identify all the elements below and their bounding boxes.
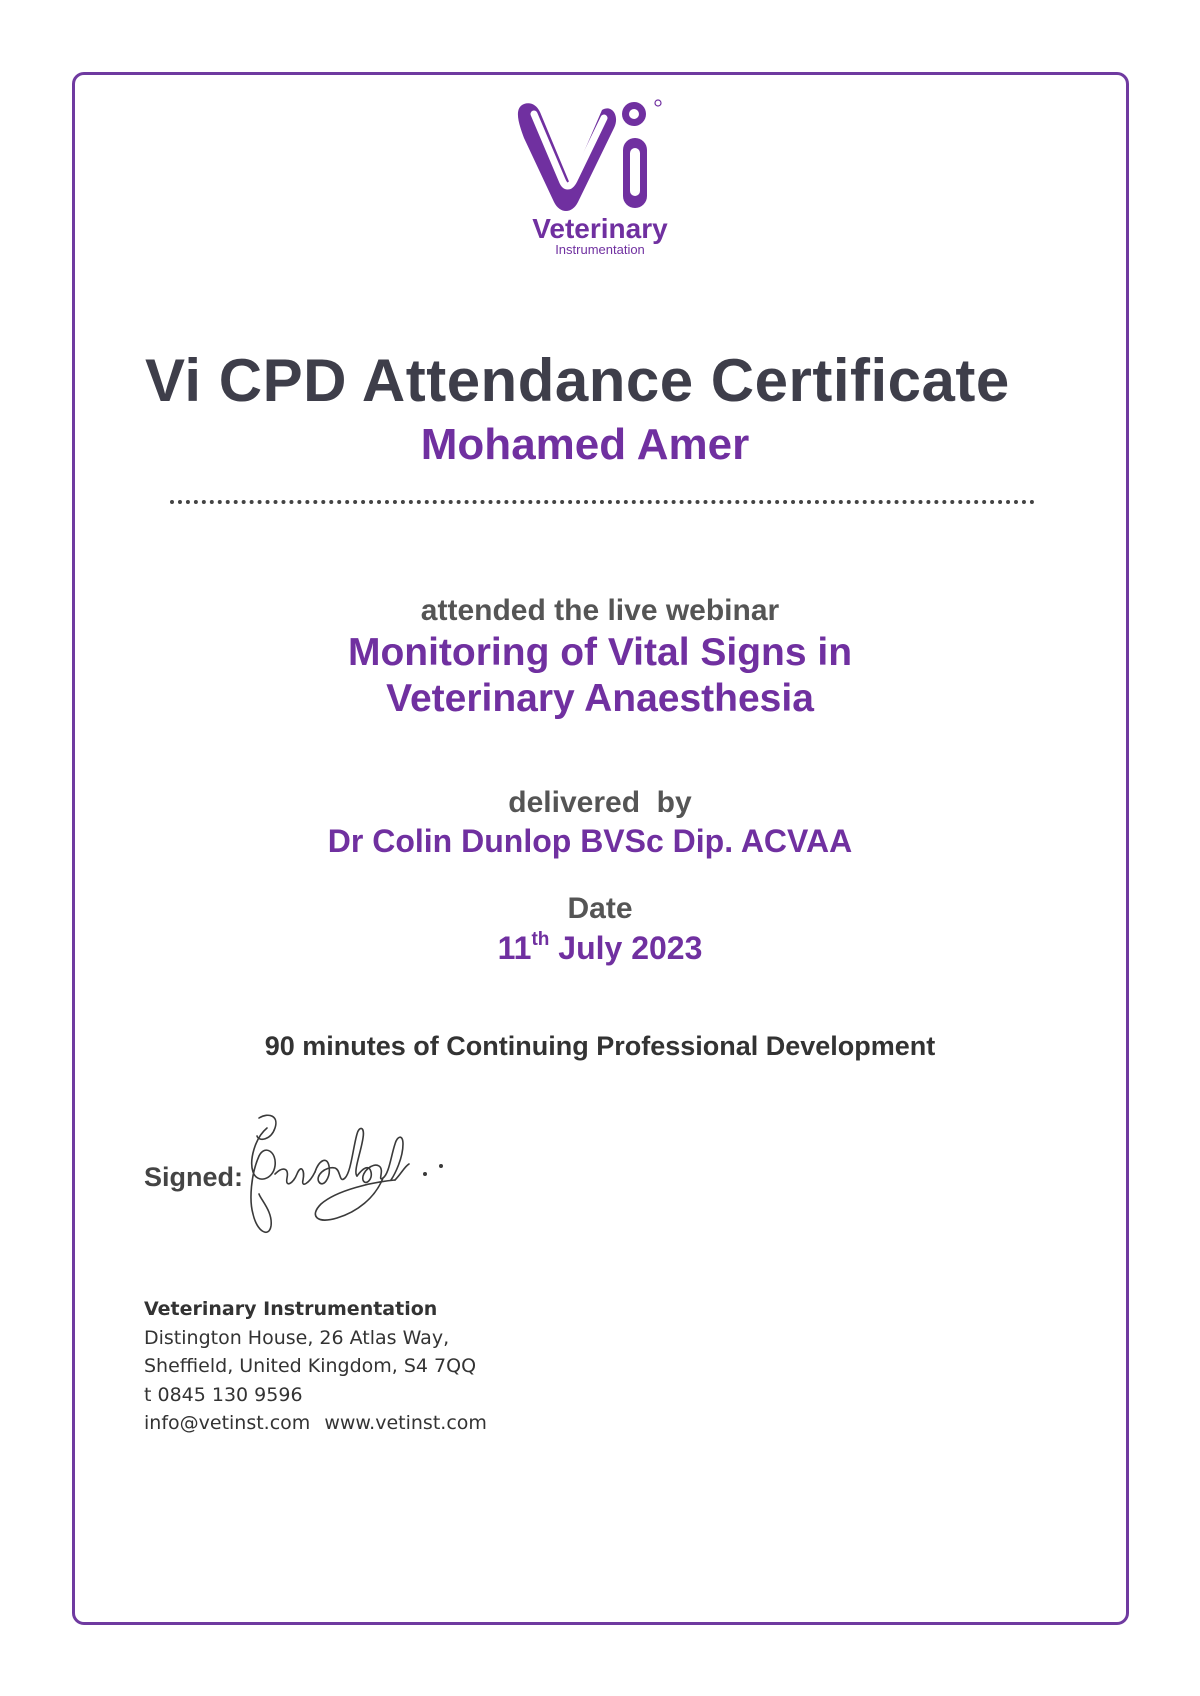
cpd-statement: 90 minutes of Continuing Professional Development (264, 1031, 936, 1061)
vi-logo (510, 98, 690, 273)
recipient-name: Mohamed Amer (420, 420, 750, 469)
company-name: Veterinary Instrumentation (144, 1298, 438, 1320)
dotted-divider (170, 500, 1035, 504)
presenter-name: Dr Colin Dunlop BVSc Dip. ACVAA (327, 823, 853, 859)
delivered-by-text: delivered by (508, 786, 692, 819)
logo-wordmark: Veterinary (532, 213, 668, 244)
webinar-lead-text: attended the live webinar (420, 594, 780, 627)
date-value (80, 930, 1120, 967)
date-day: 11 (497, 930, 532, 966)
contact-line (144, 1409, 487, 1438)
website-link[interactable]: www.vetinst.com (324, 1412, 487, 1434)
date-label: Date (567, 892, 633, 925)
webinar-title (80, 630, 1120, 722)
date-ordinal-suffix: th (531, 929, 550, 950)
handwritten-signature (245, 1108, 445, 1248)
signed-label: Signed: (144, 1162, 243, 1192)
webinar-title-line-2: Veterinary Anaesthesia (386, 677, 814, 720)
email-link[interactable]: info@vetinst.com (144, 1412, 311, 1434)
certificate-title: Vi CPD Attendance Certificate (145, 347, 1010, 414)
address-line-1: Distington House, 26 Atlas Way, (144, 1326, 450, 1349)
logo-subtext: Instrumentation (555, 242, 645, 257)
phone-number: t 0845 130 9596 (144, 1383, 303, 1406)
date-month-year: July 2023 (549, 930, 703, 966)
webinar-title-line-1: Monitoring of Vital Signs in (347, 631, 853, 674)
address-line-2: Sheffield, United Kingdom, S4 7QQ (144, 1355, 477, 1377)
organisation-address-block (144, 1295, 487, 1438)
